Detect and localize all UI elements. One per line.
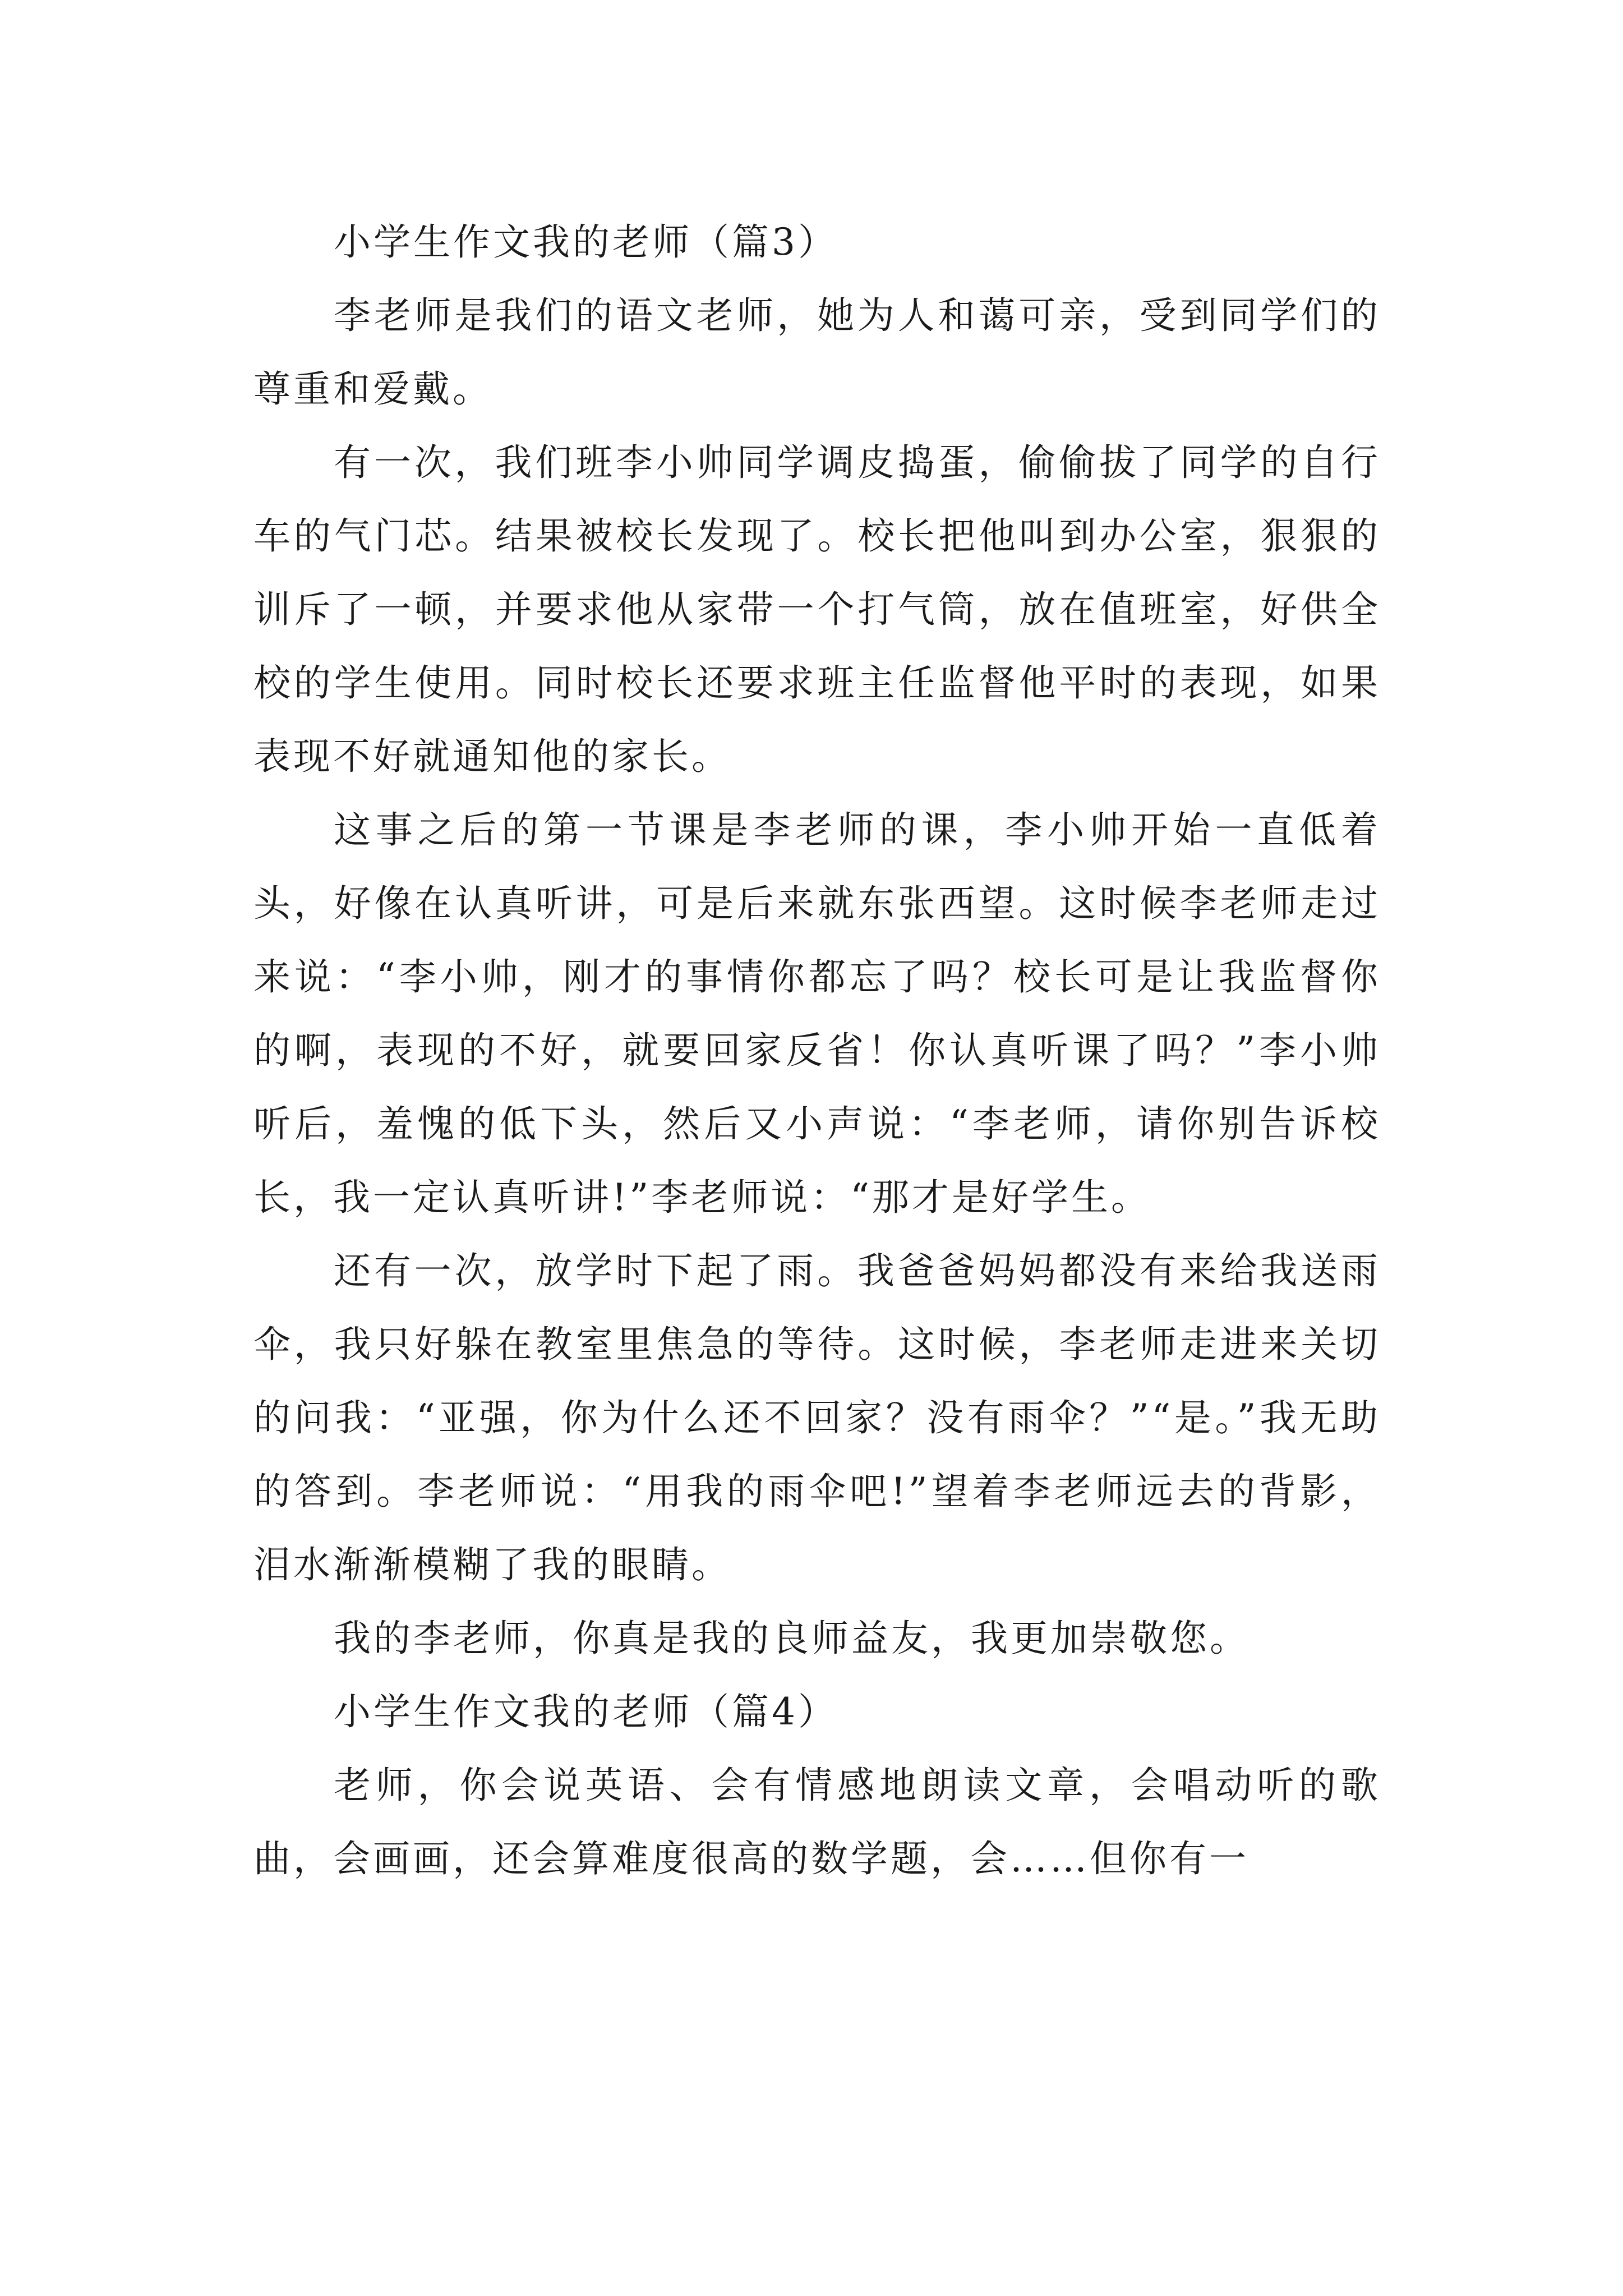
paragraph: 李老师是我们的语文老师，她为人和蔼可亲，受到同学们的尊重和爱戴。	[253, 294, 1381, 411]
paragraph: 还有一次，放学时下起了雨。我爸爸妈妈都没有来给我送雨伞，我只好躲在教室里焦急的等待。这时候，李老师走进来关切的问我：“亚强，你为什么还不回家？没有雨伞？”“是。”我无助的答到。李老师说：“用我的雨伞吧!”望着李老师远去的背影，泪水渐渐模糊了我的眼睛。	[253, 1249, 1381, 1586]
essay-heading-4: 小学生作文我的老师（篇4）	[334, 1690, 838, 1733]
paragraph: 有一次，我们班李小帅同学调皮捣蛋，偷偷拔了同学的自行车的气门芯。结果被校长发现了。校长把他叫到办公室，狠狠的训斥了一顿，并要求他从家带一个打气筒，放在值班室，好供全校的学生使用。同时校长还要求班主任监督他平时的表现，如果表现不好就通知他的家长。	[253, 441, 1381, 778]
paragraph: 这事之后的第一节课是李老师的课，李小帅开始一直低着头，好像在认真听讲，可是后来就东张西望。这时候李老师走过来说：“李小帅，刚才的事情你都忘了吗？校长可是让我监督你的啊，表现的不好，就要回家反省！你认真听课了吗？”李小帅听后，羞愧的低下头，然后又小声说：“李老师，请你别告诉校长，我一定认真听讲!”李老师说：“那才是好学生。	[253, 808, 1381, 1219]
document-body	[253, 205, 1381, 1895]
paragraph: 老师，你会说英语、会有情感地朗读文章，会唱动听的歌曲，会画画，还会算难度很高的数学题，会……但你有一	[253, 1764, 1381, 1880]
paragraph: 我的李老师，你真是我的良师益友，我更加崇敬您。	[334, 1617, 1249, 1660]
essay-heading-3: 小学生作文我的老师（篇3）	[334, 220, 838, 264]
